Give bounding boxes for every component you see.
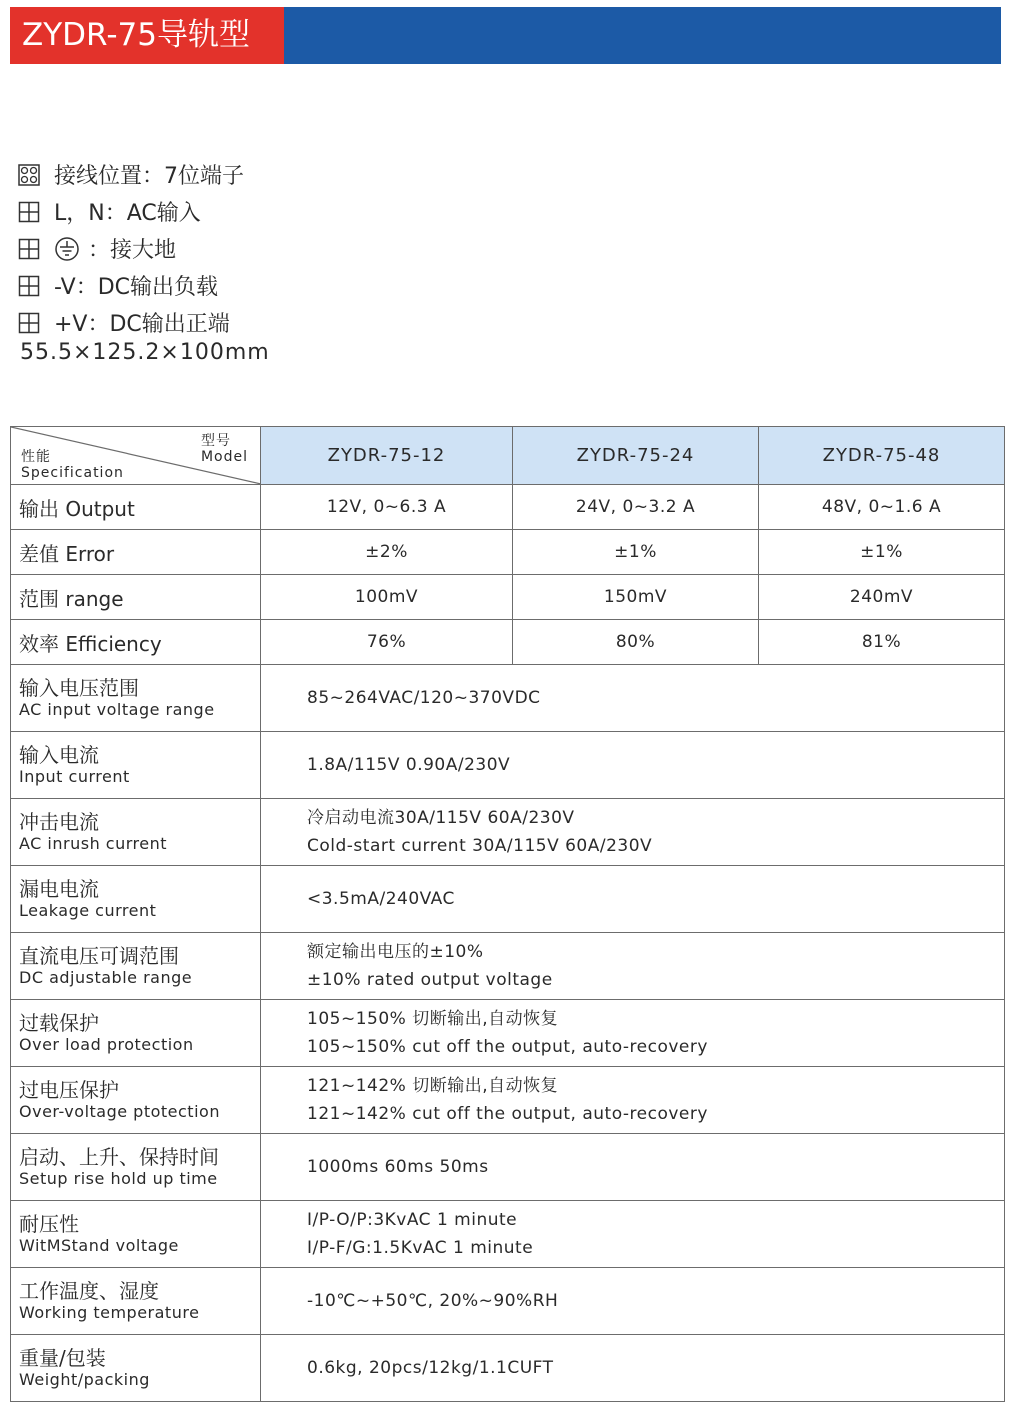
row-label: 范围 range xyxy=(11,575,261,620)
page-title: ZYDR-75导轨型 xyxy=(10,7,284,64)
cell-value: 150mV xyxy=(513,575,759,620)
spanned-value: 冷启动电流30A/115V 60A/230V Cold-start current 30A/115V 60A/230V xyxy=(261,799,1005,866)
dc-negative-text: -V：DC输出负载 xyxy=(54,275,219,300)
table-row xyxy=(11,665,1005,732)
row-label: 直流电压可调范围 DC adjustable range xyxy=(11,933,261,1000)
wiring-info xyxy=(18,156,244,341)
table-row xyxy=(11,933,1005,1000)
spanned-value: I/P-O/P:3KvAC 1 minute I/P-F/G:1.5KvAC 1 minute xyxy=(261,1201,1005,1268)
row-label: 重量/包装 Weight/packing xyxy=(11,1335,261,1402)
row-label: 耐压性 WitMStand voltage xyxy=(11,1201,261,1268)
spanned-value: 1.8A/115V 0.90A/230V xyxy=(261,732,1005,799)
cell-value: ±1% xyxy=(513,530,759,575)
cell-value: 24V, 0~3.2 A xyxy=(513,485,759,530)
spanned-value: 85~264VAC/120~370VDC xyxy=(261,665,1005,732)
cell-value: 80% xyxy=(513,620,759,665)
ac-input-text: L，N：AC输入 xyxy=(54,201,201,226)
row-label: 输入电流 Input current xyxy=(11,732,261,799)
spanned-value: <3.5mA/240VAC xyxy=(261,866,1005,933)
table-row xyxy=(11,866,1005,933)
wiring-line xyxy=(18,156,244,193)
terminal-icon xyxy=(18,238,40,260)
table-row xyxy=(11,1067,1005,1134)
row-label: 差值 Error xyxy=(11,530,261,575)
wiring-line xyxy=(18,193,244,230)
spanned-value: 额定输出电压的±10% ±10% rated output voltage xyxy=(261,933,1005,1000)
ground-text: ：接大地 xyxy=(88,238,177,263)
spanned-value: 0.6kg, 20pcs/12kg/1.1CUFT xyxy=(261,1335,1005,1402)
table-row xyxy=(11,1201,1005,1268)
wiring-position-text: 接线位置：7位端子 xyxy=(54,164,244,189)
row-label: 冲击电流 AC inrush current xyxy=(11,799,261,866)
table-row xyxy=(11,530,1005,575)
dimensions: 55.5×125.2×100mm xyxy=(20,340,270,365)
ground-icon xyxy=(54,236,80,262)
spanned-value: 105~150% 切断输出,自动恢复 105~150% cut off the output, auto-recovery xyxy=(261,1000,1005,1067)
row-label: 效率 Efficiency xyxy=(11,620,261,665)
spanned-value: -10℃~+50℃, 20%~90%RH xyxy=(261,1268,1005,1335)
row-label: 输出 Output xyxy=(11,485,261,530)
dc-positive-text: +V：DC输出正端 xyxy=(54,312,230,337)
table-row xyxy=(11,1000,1005,1067)
cell-value: ±2% xyxy=(261,530,513,575)
wiring-line xyxy=(18,230,244,267)
row-label: 输入电压范围 AC input voltage range xyxy=(11,665,261,732)
cell-value: 81% xyxy=(759,620,1005,665)
spec-label: 性能 Specification xyxy=(21,449,124,481)
row-label: 漏电电流 Leakage current xyxy=(11,866,261,933)
terminal-block-icon xyxy=(18,164,40,186)
row-label: 启动、上升、保持时间 Setup rise hold up time xyxy=(11,1134,261,1201)
model-label: 型号 Model xyxy=(200,433,248,465)
row-label: 过电压保护 Over-voltage ptotection xyxy=(11,1067,261,1134)
header-row xyxy=(11,427,1005,485)
cell-value: 76% xyxy=(261,620,513,665)
cell-value: 100mV xyxy=(261,575,513,620)
row-label: 工作温度、湿度 Working temperature xyxy=(11,1268,261,1335)
model-header: ZYDR-75-48 xyxy=(759,427,1005,485)
cell-value: 240mV xyxy=(759,575,1005,620)
cell-value: 48V, 0~1.6 A xyxy=(759,485,1005,530)
table-row xyxy=(11,1134,1005,1201)
row-label: 过载保护 Over load protection xyxy=(11,1000,261,1067)
table-row xyxy=(11,485,1005,530)
spanned-value: 121~142% 切断输出,自动恢复 121~142% cut off the output, auto-recovery xyxy=(261,1067,1005,1134)
model-header: ZYDR-75-24 xyxy=(513,427,759,485)
corner-cell xyxy=(11,427,261,485)
table-row xyxy=(11,799,1005,866)
table-row xyxy=(11,732,1005,799)
table-row xyxy=(11,575,1005,620)
spec-table xyxy=(10,426,1005,1402)
cell-value: ±1% xyxy=(759,530,1005,575)
terminal-icon xyxy=(18,275,40,297)
wiring-line xyxy=(18,304,244,341)
wiring-line xyxy=(18,267,244,304)
spanned-value: 1000ms 60ms 50ms xyxy=(261,1134,1005,1201)
terminal-icon xyxy=(18,201,40,223)
terminal-icon xyxy=(18,312,40,334)
title-banner xyxy=(10,7,1001,64)
table-row xyxy=(11,1268,1005,1335)
cell-value: 12V, 0~6.3 A xyxy=(261,485,513,530)
model-header: ZYDR-75-12 xyxy=(261,427,513,485)
table-row xyxy=(11,1335,1005,1402)
table-row xyxy=(11,620,1005,665)
